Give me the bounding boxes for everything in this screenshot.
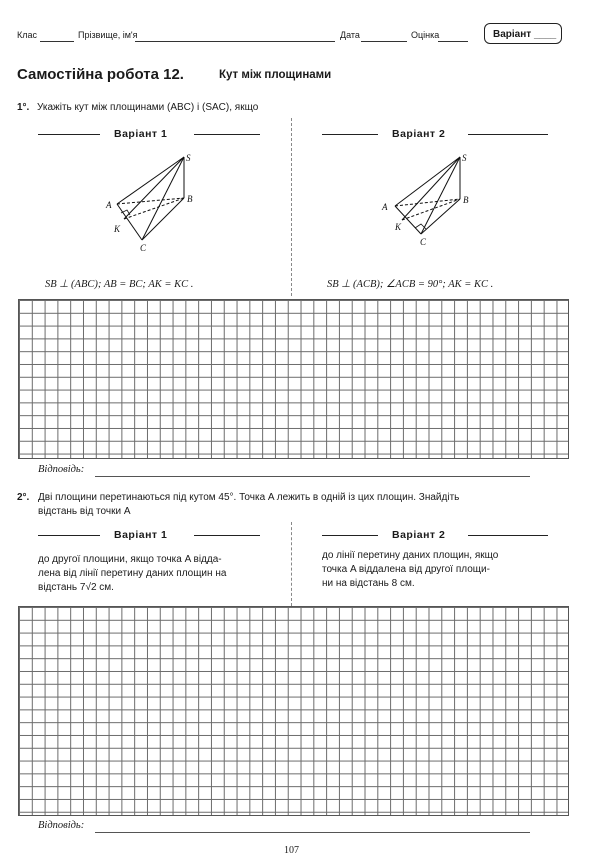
edge-sa [395,157,460,206]
edge-sa [117,157,184,204]
class-label: Клас [17,30,37,40]
answer-grid-task2[interactable] [18,606,569,816]
grade-field[interactable] [438,41,468,42]
task1-divider [291,118,292,296]
label-a: A [106,200,112,210]
edge-cb [421,199,460,234]
task2-answer-line[interactable] [95,832,530,833]
label-s: S [186,153,191,163]
page-number: 107 [284,845,299,856]
task2-text-line2: відстань від точки A [38,506,131,517]
label-c: C [140,243,147,253]
label-b: B [463,195,469,205]
task1-variant2-heading: Варіант 2 [392,128,446,140]
task1-v1-heading-rule [38,134,100,135]
answer-grid-task1[interactable] [18,299,569,459]
task1-answer-label: Відповідь: [38,464,85,475]
edge-sk [124,157,184,219]
task1-variant1-condition: SB ⊥ (ABC); AB = BC; AK = KC . [45,279,194,290]
label-k: K [395,222,402,232]
task2-variant2-heading: Варіант 2 [392,529,446,541]
edge-ac [117,204,142,240]
edge-sc [421,157,460,234]
task2-answer-label: Відповідь: [38,820,85,831]
pyramid-figure-variant2 [378,148,478,248]
grade-label: Оцінка [411,30,440,40]
page-title: Самостійна робота 12. [17,66,184,83]
task1-text: Укажіть кут між площинами (ABC) і (SAC), якщо [37,102,259,113]
edge-sk [402,157,460,220]
variant-box-label: Варіант ____ [493,29,557,40]
class-field[interactable] [40,41,74,42]
name-label: Прізвище, ім'я [78,30,138,40]
task1-v1-heading-rule-right [194,134,260,135]
label-c: C [420,237,427,247]
task2-v2-line3: ни на відстань 8 см. [322,578,415,589]
label-b: B [187,194,193,204]
task1-v2-heading-rule-right [468,134,548,135]
task1-v2-heading-rule [322,134,378,135]
date-label: Дата [340,30,360,40]
task2-v1-heading-rule [38,535,100,536]
task2-v1-line3: відстань 7√2 см. [38,582,114,593]
task2-v2-heading-rule [322,535,378,536]
pyramid-figure-variant1 [100,148,200,254]
task2-number: 2°. [17,492,30,503]
task2-divider [291,522,292,606]
variant-box[interactable] [484,23,562,44]
date-field[interactable] [361,41,407,42]
task2-v1-line1: до другої площини, якщо точка A відда- [38,554,222,565]
task2-v2-line2: точка A віддалена від другої площи- [322,564,490,575]
label-k: K [114,224,121,234]
task2-variant1-text [38,553,286,595]
task2-v1-line2: лена від лінії перетину даних площин на [38,568,227,579]
label-a: A [382,202,388,212]
edge-ab [117,198,184,204]
edge-cb [142,198,184,240]
page-subtitle: Кут між площинами [219,69,332,81]
task2-text-line1: Дві площини перетинаються під кутом 45°. Точка A лежить в одній із цих площин. Знайдіть [38,492,460,503]
task2-variant1-heading: Варіант 1 [114,529,168,541]
task1-answer-line[interactable] [95,476,530,477]
task2-v2-line1: до лінії перетину даних площин, якщо [322,550,499,561]
label-s: S [462,153,467,163]
task2-v2-heading-rule-right [468,535,548,536]
task1-variant2-condition: SB ⊥ (ACB); ∠ACB = 90°; AK = KC . [327,279,494,290]
task1-number: 1°. [17,102,30,113]
task2-v1-heading-rule-right [194,535,260,536]
task2-variant2-text [322,549,570,591]
name-field[interactable] [135,41,335,42]
task1-variant1-heading: Варіант 1 [114,128,168,140]
